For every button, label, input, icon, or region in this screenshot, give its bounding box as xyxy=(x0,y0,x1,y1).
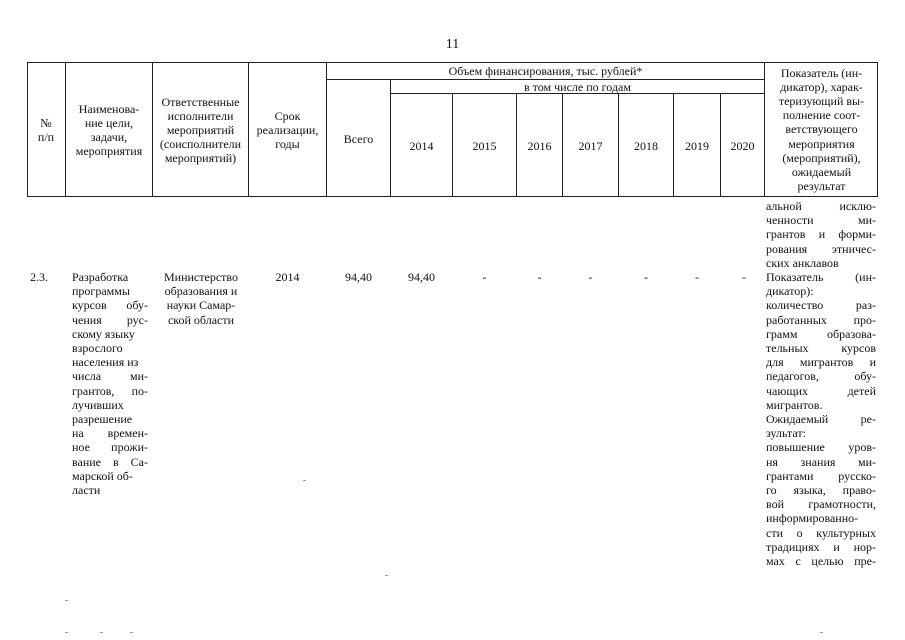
scan-speck xyxy=(65,632,68,633)
row-term: 2014 xyxy=(275,270,300,284)
scan-speck xyxy=(385,575,388,576)
row-year-value: - xyxy=(588,270,593,284)
row-number: 2.3. xyxy=(30,270,48,284)
header-by-years: в том числе по годам xyxy=(524,79,631,94)
scan-speck xyxy=(303,480,306,481)
header-name: Наименова- ние цели, задачи, мероприятия xyxy=(75,101,143,158)
header-year: 2019 xyxy=(685,138,709,153)
header-year: 2017 xyxy=(578,138,603,153)
scan-speck xyxy=(820,632,823,633)
row-total: 94,40 xyxy=(345,270,372,284)
header-num: № п/п xyxy=(37,115,55,144)
row-year-value: 94,40 xyxy=(408,270,435,284)
row-year-value: - xyxy=(482,270,487,284)
header-year: 2020 xyxy=(730,138,755,153)
scan-speck xyxy=(130,632,133,633)
carryover-text: альной исклю- ченности ми- грантов и форми- рования этничес- ских анклавов xyxy=(766,199,876,270)
row-executor: Министерство образования и науки Самар- ской области xyxy=(164,270,238,327)
scan-speck xyxy=(65,600,68,601)
header-total: Всего xyxy=(343,131,374,146)
header-executor: Ответственные исполнители мероприятий (соисполнители мероприятий) xyxy=(159,94,242,165)
header-year: 2015 xyxy=(472,138,497,153)
header-year: 2018 xyxy=(634,138,658,153)
row-year-value: - xyxy=(644,270,648,284)
header-funding-title: Объем финансирования, тыс. рублей* xyxy=(448,63,643,78)
scan-speck xyxy=(100,632,103,633)
header-term: Срок реализации, годы xyxy=(256,108,319,151)
row-year-value: - xyxy=(695,270,699,284)
header-year: 2014 xyxy=(409,138,434,153)
row-year-value: - xyxy=(537,270,542,284)
row-indicator: Показатель (ин- дикатор): количество раз- работанных про- грамм образова- тельных курсов для мигрантов и педагогов, обу- чающих детей мигрантов. Ожидаемый ре- зультат: повышение уров- ня знания ми- грантами русско- го языка, право- вой грамотности, информированно- сти о культурных традициях и нор- мах с целью пре- xyxy=(766,270,876,569)
row-name: Разработка программы курсов обу- чения рус- скому языку взрослого населения из числа ми- грантов, по- лучивших разрешение на времен- ное прожи- вание в Са- марской об- ласти xyxy=(72,270,148,498)
page-number: 11 xyxy=(445,37,460,52)
header-year: 2016 xyxy=(527,138,552,153)
header-indicator: Показатель (ин- дикатор), харак- теризующий вы- полнение соот- ветствующего мероприятия (мероприятий), ожидаемый результат xyxy=(778,65,865,194)
row-year-value: - xyxy=(742,270,746,284)
